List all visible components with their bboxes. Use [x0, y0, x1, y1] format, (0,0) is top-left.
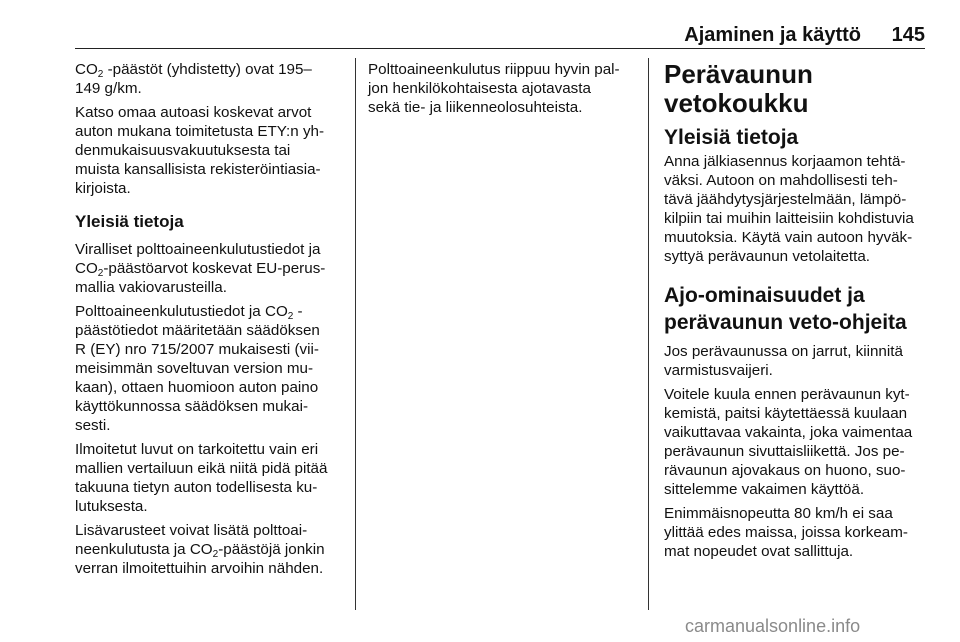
column-divider-2	[648, 58, 649, 610]
page-header	[75, 22, 925, 49]
towing-hitch-title: Perävaunun vetokoukku	[664, 59, 813, 118]
co2-emissions-paragraph: $CO_2$ -päästöt (yhdistetty) ovat 195– 149 g/km.	[75, 61, 312, 97]
general-info-heading-2: Yleisiä tietoja	[664, 126, 799, 149]
column-divider-1	[355, 58, 356, 610]
column-1	[75, 60, 347, 583]
speed-limit-paragraph: Enimmäisnopeutta 80 km/h ei saa ylittää edes maissa, joissa korkeam- mat nopeudet ovat sallittuja.	[664, 505, 908, 560]
driving-style-paragraph: Polttoaineenkulutus riippuu hyvin pal- jon henkilökohtaisesta ajotavasta sekä tie- ja liikenneolosuhteista.	[368, 61, 620, 116]
see-values-paragraph: Katso omaa autoasi koskevat arvot auton mukana toimitetusta ETY:n yh- denmukaisuusvakuutuksesta tai muista kansallisista rekisteröintiasia- kirjoista.	[75, 104, 325, 197]
installation-paragraph: Anna jälkiasennus korjaamon tehtä- väksi. Autoon on mahdollisesti teh- tävä jäähdytysjärjestelmään, lämpö- kilpiin tai muihin laitteisiin kohdistuvia muutoksia. Käytä vain autoon hyväk- syttyä perävaunun vetolaitetta.	[664, 153, 914, 265]
page-number: 145	[891, 24, 925, 46]
regulation-paragraph: Polttoaineenkulutustiedot ja $CO_2$ - päästötiedot määritetään säädöksen R (EY) nro 715/2007 mukaisesti (vii- meisimmän soveltuvan version mu- kaan), ottaen huomioon auton paino käyttökunnossa säädöksen mukai- sesti.	[75, 303, 320, 434]
column-2	[368, 60, 638, 122]
driving-characteristics-heading: Ajo-ominaisuudet ja perävaunun veto-ohjeita	[664, 284, 907, 334]
accessories-paragraph: Lisävarusteet voivat lisätä polttoai- neenkulutusta ja $CO_2$-päästöjä jonkin verran ilmoitettuihin arvoihin nähden.	[75, 522, 325, 577]
watermark: carmanualsonline.info	[685, 616, 861, 636]
comparison-paragraph: Ilmoitetut luvut on tarkoitettu vain eri mallien vertailuun eikä niitä pidä pitää takuuna tietyn auton todellisesta ku- lutuksesta.	[75, 441, 328, 515]
official-consumption-paragraph: Viralliset polttoaineenkulutustiedot ja $CO_2$-päästöarvot koskevat EU-perus- mallia vakiovarusteilla.	[75, 241, 326, 296]
column-3	[664, 60, 926, 566]
general-info-heading: Yleisiä tietoja	[75, 212, 184, 231]
lubrication-paragraph: Voitele kuula ennen perävaunun kyt- kemistä, paitsi käytettäessä kuulaan vaikuttavaa vakainta, joka vaimentaa perävaunun sivuttaisliikettä. Jos pe- rävaunun ajovakaus on huono, suo- sittelemme vakaimen käyttöä.	[664, 386, 913, 498]
section-title: Ajaminen ja käyttö	[684, 24, 861, 46]
brakes-paragraph: Jos perävaunussa on jarrut, kiinnitä varmistusvaijeri.	[664, 343, 903, 379]
